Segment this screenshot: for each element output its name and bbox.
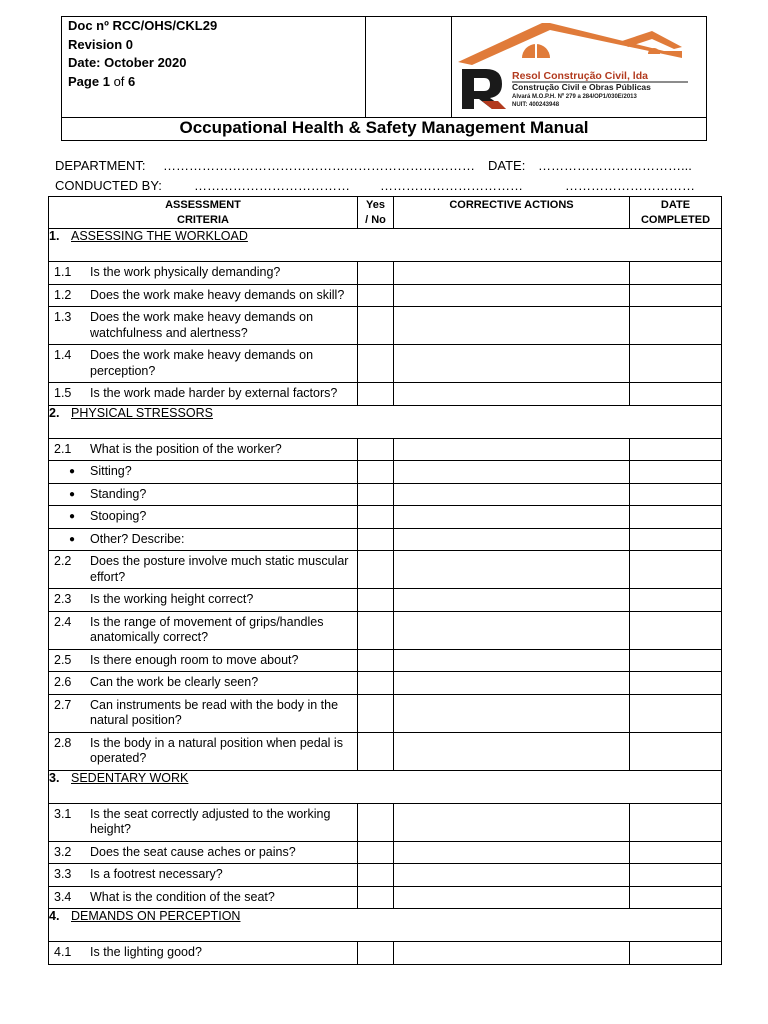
page-indicator bbox=[68, 73, 365, 92]
item-text: Is there enough room to move about? bbox=[90, 652, 299, 667]
checklist-item-row bbox=[49, 506, 722, 529]
section-title: DEMANDS ON PERCEPTION bbox=[71, 909, 241, 923]
logo-license: Alvará M.O.P.H. Nº 279 a 284/OP1/030E/2013 bbox=[512, 94, 637, 100]
corrective-actions-cell[interactable] bbox=[394, 551, 630, 589]
corrective-actions-cell[interactable] bbox=[394, 864, 630, 887]
item-text: Does the work make heavy demands on perception? bbox=[90, 348, 314, 378]
bullet-icon: ● bbox=[68, 533, 76, 545]
issue-date: Date: October 2020 bbox=[68, 55, 187, 70]
item-criteria bbox=[49, 732, 358, 770]
yes-no-cell[interactable] bbox=[358, 307, 394, 345]
section-title: ASSESSING THE WORKLOAD bbox=[71, 229, 248, 243]
item-text: Is the range of movement of grips/handles anatomically correct? bbox=[90, 614, 324, 644]
date-completed-cell[interactable] bbox=[630, 942, 722, 965]
conducted-by-field-1[interactable]: ……………………………… bbox=[194, 178, 350, 193]
checklist-item-row bbox=[49, 483, 722, 506]
corrective-actions-cell[interactable] bbox=[394, 942, 630, 965]
item-text: Does the work make heavy demands on watchfulness and alertness? bbox=[90, 310, 314, 340]
section-row bbox=[49, 229, 722, 262]
item-number: 2.2 bbox=[54, 554, 72, 568]
item-text: Is a footrest necessary? bbox=[90, 867, 223, 881]
item-text: What is the condition of the seat? bbox=[90, 889, 275, 904]
item-criteria bbox=[49, 589, 358, 612]
department-label: DEPARTMENT: bbox=[55, 158, 146, 173]
corrective-actions-cell[interactable] bbox=[394, 284, 630, 307]
yes-no-cell[interactable] bbox=[358, 345, 394, 383]
item-number: 2.6 bbox=[54, 675, 72, 689]
conducted-by-label: CONDUCTED BY: bbox=[55, 178, 162, 193]
item-criteria bbox=[49, 551, 358, 589]
checklist-item-row bbox=[49, 841, 722, 864]
date-completed-cell[interactable] bbox=[630, 284, 722, 307]
checklist-item-row bbox=[49, 262, 722, 285]
yes-no-cell[interactable] bbox=[358, 262, 394, 285]
corrective-actions-cell[interactable] bbox=[394, 672, 630, 695]
item-criteria bbox=[49, 307, 358, 345]
logo-graphic bbox=[452, 17, 706, 117]
item-text: Is the working height correct? bbox=[90, 592, 254, 606]
doc-number: Doc nº RCC/OHS/CKL29 bbox=[68, 18, 218, 33]
manual-title: Occupational Health & Safety Management Manual bbox=[62, 117, 706, 141]
item-text: Is the work physically demanding? bbox=[90, 265, 281, 279]
yes-no-cell[interactable] bbox=[358, 732, 394, 770]
bullet-icon: ● bbox=[68, 511, 76, 522]
header-blank-cell bbox=[366, 17, 452, 117]
checklist-item-row bbox=[49, 461, 722, 484]
document-info bbox=[62, 17, 366, 117]
item-text: Does the work make heavy demands on skill? bbox=[90, 287, 345, 302]
yes-no-cell[interactable] bbox=[358, 461, 394, 484]
corrective-actions-cell[interactable] bbox=[394, 649, 630, 672]
item-criteria bbox=[49, 841, 358, 864]
item-text: What is the position of the worker? bbox=[90, 441, 282, 456]
item-number: 2.8 bbox=[54, 735, 72, 750]
section-heading bbox=[49, 909, 722, 942]
item-criteria bbox=[49, 345, 358, 383]
corrective-actions-cell[interactable] bbox=[394, 803, 630, 841]
section-number: 4. bbox=[49, 909, 60, 923]
item-criteria bbox=[49, 383, 358, 406]
item-criteria bbox=[49, 886, 358, 909]
page-total: 6 bbox=[128, 73, 136, 89]
checklist-item-row bbox=[49, 732, 722, 770]
checklist-item-row bbox=[49, 307, 722, 345]
yes-no-cell[interactable] bbox=[358, 864, 394, 887]
checklist-item-row bbox=[49, 803, 722, 841]
table-header-row bbox=[49, 197, 722, 229]
item-criteria bbox=[49, 528, 358, 551]
item-criteria bbox=[49, 942, 358, 965]
corrective-actions-cell[interactable] bbox=[394, 841, 630, 864]
corrective-actions-cell[interactable] bbox=[394, 732, 630, 770]
corrective-actions-cell[interactable] bbox=[394, 438, 630, 461]
section-row bbox=[49, 405, 722, 438]
section-title: SEDENTARY WORK bbox=[71, 770, 189, 785]
date-completed-cell[interactable] bbox=[630, 438, 722, 461]
revision: Revision 0 bbox=[68, 36, 134, 52]
col-corrective-actions: CORRECTIVE ACTIONS bbox=[394, 197, 630, 229]
yes-no-cell[interactable] bbox=[358, 694, 394, 732]
yes-no-cell[interactable] bbox=[358, 611, 394, 649]
checklist-item-row bbox=[49, 589, 722, 612]
corrective-actions-cell[interactable] bbox=[394, 589, 630, 612]
item-text: Is the body in a natural position when pedal is operated? bbox=[90, 735, 343, 765]
item-criteria bbox=[49, 649, 358, 672]
yes-no-cell[interactable] bbox=[358, 483, 394, 506]
yes-no-cell[interactable] bbox=[358, 649, 394, 672]
section-heading bbox=[49, 405, 722, 438]
item-number: 3.3 bbox=[54, 867, 72, 881]
item-criteria bbox=[49, 262, 358, 285]
item-text: Other? Describe: bbox=[90, 531, 185, 546]
yes-no-cell[interactable] bbox=[358, 803, 394, 841]
item-text: Is the seat correctly adjusted to the working height? bbox=[90, 806, 331, 836]
item-criteria bbox=[49, 864, 358, 887]
item-text: Does the seat cause aches or pains? bbox=[90, 844, 296, 859]
checklist-item-row bbox=[49, 383, 722, 406]
date-completed-cell[interactable] bbox=[630, 841, 722, 864]
section-heading bbox=[49, 770, 722, 803]
item-text: Stooping? bbox=[90, 509, 147, 523]
col-date-completed: DATE COMPLETED bbox=[630, 197, 722, 229]
yes-no-cell[interactable] bbox=[358, 284, 394, 307]
department-field[interactable]: ……………………………………………………………… bbox=[163, 158, 475, 173]
section-number: 3. bbox=[49, 770, 60, 785]
date-completed-cell[interactable] bbox=[630, 803, 722, 841]
yes-no-cell[interactable] bbox=[358, 551, 394, 589]
checklist-item-row bbox=[49, 438, 722, 461]
checklist-item-row bbox=[49, 611, 722, 649]
corrective-actions-cell[interactable] bbox=[394, 506, 630, 529]
corrective-actions-cell[interactable] bbox=[394, 528, 630, 551]
item-criteria bbox=[49, 672, 358, 695]
conducted-by-field-2[interactable]: …………………………… bbox=[380, 178, 523, 193]
item-text: Does the posture involve much static muscular effort? bbox=[90, 554, 349, 584]
item-number: 2.3 bbox=[54, 592, 72, 606]
item-criteria bbox=[49, 284, 358, 307]
section-heading bbox=[49, 229, 722, 262]
logo-roof bbox=[458, 23, 682, 65]
corrective-actions-cell[interactable] bbox=[394, 262, 630, 285]
date-completed-cell[interactable] bbox=[630, 694, 722, 732]
item-text: Is the work made harder by external factors? bbox=[90, 386, 338, 400]
yes-no-cell[interactable] bbox=[358, 672, 394, 695]
item-text: Is the lighting good? bbox=[90, 945, 202, 959]
logo-nuit: NUIT: 400243948 bbox=[512, 102, 560, 108]
corrective-actions-cell[interactable] bbox=[394, 483, 630, 506]
date-completed-cell[interactable] bbox=[630, 345, 722, 383]
item-text: Can instruments be read with the body in the natural position? bbox=[90, 697, 339, 727]
item-criteria bbox=[49, 506, 358, 529]
logo-company-name: Resol Construção Civil, lda bbox=[512, 70, 648, 82]
yes-no-cell[interactable] bbox=[358, 506, 394, 529]
corrective-actions-cell[interactable] bbox=[394, 345, 630, 383]
date-completed-cell[interactable] bbox=[630, 551, 722, 589]
bullet-icon: ● bbox=[68, 488, 76, 500]
item-number: 2.4 bbox=[54, 614, 72, 629]
item-number: 1.1 bbox=[54, 265, 72, 279]
conducted-by-field-3[interactable]: ………………………… bbox=[565, 178, 695, 193]
page-word: Page bbox=[68, 73, 100, 89]
item-number: 2.1 bbox=[54, 441, 72, 456]
date-completed-cell[interactable] bbox=[630, 383, 722, 406]
item-number: 3.1 bbox=[54, 806, 72, 821]
yes-no-cell[interactable] bbox=[358, 383, 394, 406]
date-completed-cell[interactable] bbox=[630, 732, 722, 770]
item-number: 1.4 bbox=[54, 348, 72, 362]
item-text: Sitting? bbox=[90, 464, 132, 478]
checklist-item-row bbox=[49, 694, 722, 732]
corrective-actions-cell[interactable] bbox=[394, 694, 630, 732]
date-completed-cell[interactable] bbox=[630, 461, 722, 484]
checklist-item-row bbox=[49, 551, 722, 589]
date-completed-cell[interactable] bbox=[630, 307, 722, 345]
yes-no-cell[interactable] bbox=[358, 589, 394, 612]
item-criteria bbox=[49, 803, 358, 841]
item-number: 2.7 bbox=[54, 697, 72, 712]
checklist-item-row bbox=[49, 886, 722, 909]
corrective-actions-cell[interactable] bbox=[394, 611, 630, 649]
yes-no-cell[interactable] bbox=[358, 886, 394, 909]
corrective-actions-cell[interactable] bbox=[394, 886, 630, 909]
item-number: 3.2 bbox=[54, 844, 72, 859]
logo-tagline: Construção Civil e Obras Públicas bbox=[512, 82, 651, 92]
page-of: of bbox=[113, 73, 125, 89]
date-completed-cell[interactable] bbox=[630, 262, 722, 285]
section-title: PHYSICAL STRESSORS bbox=[71, 405, 213, 420]
section-row bbox=[49, 770, 722, 803]
date-completed-cell[interactable] bbox=[630, 611, 722, 649]
col-criteria: ASSESSMENT CRITERIA bbox=[49, 197, 358, 229]
checklist-item-row bbox=[49, 345, 722, 383]
corrective-actions-cell[interactable] bbox=[394, 383, 630, 406]
checklist-item-row bbox=[49, 864, 722, 887]
date-completed-cell[interactable] bbox=[630, 649, 722, 672]
date-completed-cell[interactable] bbox=[630, 589, 722, 612]
checklist-item-row bbox=[49, 284, 722, 307]
checklist-item-row bbox=[49, 649, 722, 672]
date-completed-cell[interactable] bbox=[630, 864, 722, 887]
item-criteria bbox=[49, 483, 358, 506]
item-number: 1.2 bbox=[54, 287, 72, 302]
section-row bbox=[49, 909, 722, 942]
item-number: 1.5 bbox=[54, 386, 72, 400]
item-number: 2.5 bbox=[54, 652, 72, 667]
date-completed-cell[interactable] bbox=[630, 506, 722, 529]
checklist-item-row bbox=[49, 528, 722, 551]
date-completed-cell[interactable] bbox=[630, 483, 722, 506]
item-criteria bbox=[49, 461, 358, 484]
bullet-icon: ● bbox=[68, 466, 76, 477]
checklist-item-row bbox=[49, 942, 722, 965]
item-criteria bbox=[49, 611, 358, 649]
item-criteria bbox=[49, 694, 358, 732]
item-number: 3.4 bbox=[54, 889, 72, 904]
date-field[interactable]: ……………………………... bbox=[538, 158, 692, 173]
section-number: 2. bbox=[49, 405, 60, 420]
yes-no-cell[interactable] bbox=[358, 942, 394, 965]
item-number: 4.1 bbox=[54, 945, 72, 959]
checklist-item-row bbox=[49, 672, 722, 695]
item-text: Standing? bbox=[90, 486, 147, 501]
company-logo bbox=[452, 17, 706, 117]
yes-no-cell[interactable] bbox=[358, 841, 394, 864]
checklist-table bbox=[48, 196, 722, 965]
yes-no-cell[interactable] bbox=[358, 438, 394, 461]
corrective-actions-cell[interactable] bbox=[394, 307, 630, 345]
date-completed-cell[interactable] bbox=[630, 528, 722, 551]
date-completed-cell[interactable] bbox=[630, 886, 722, 909]
page-number: 1 bbox=[102, 73, 110, 89]
col-yes-no: Yes / No bbox=[358, 197, 394, 229]
item-text: Can the work be clearly seen? bbox=[90, 675, 259, 689]
corrective-actions-cell[interactable] bbox=[394, 461, 630, 484]
date-completed-cell[interactable] bbox=[630, 672, 722, 695]
document-header bbox=[61, 16, 707, 141]
date-label: DATE: bbox=[488, 158, 526, 173]
yes-no-cell[interactable] bbox=[358, 528, 394, 551]
section-number: 1. bbox=[49, 229, 60, 243]
item-number: 1.3 bbox=[54, 310, 72, 324]
item-criteria bbox=[49, 438, 358, 461]
